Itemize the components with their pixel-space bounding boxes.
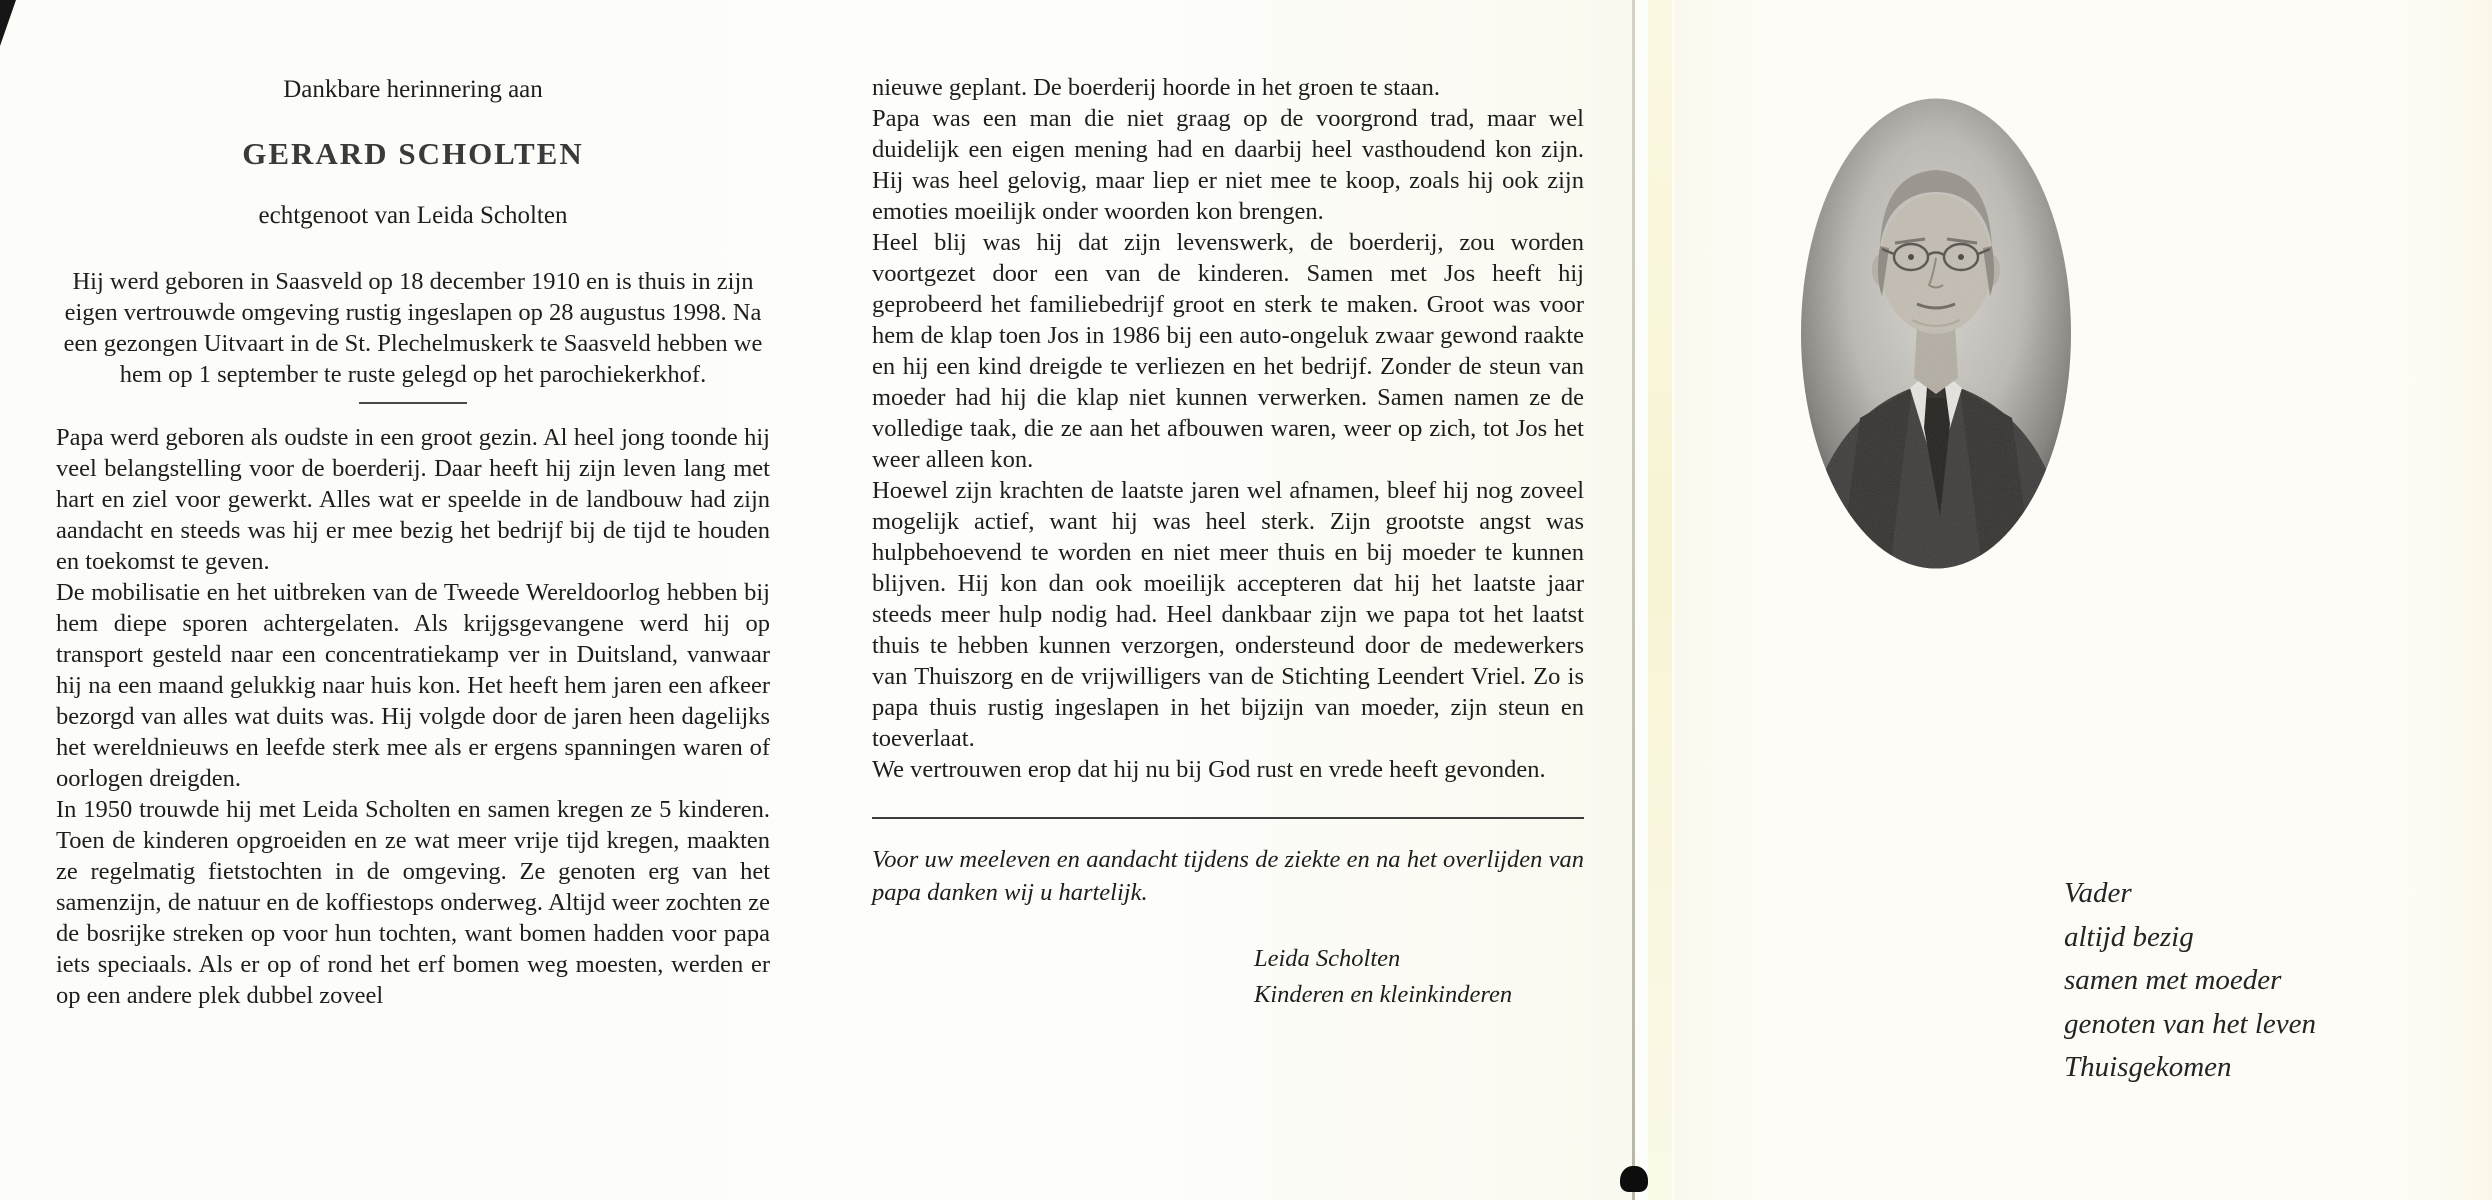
biography-paragraph: Heel blij was hij dat zijn levenswerk, de boerderij, zou worden voortgezet door een van de kinderen. Samen met Jos heeft hij geprobeerd het familiebedrijf groot en sterk te maken. Groot was voor hem de klap toen Jos in 1986 bij een auto-ongeluk zwaar gewond raakte en hij een kind dreigde te verliezen en het bedrijf. Zonder de steun van moeder had hij die klap niet kunnen verwerken. Samen namen ze de volledige taak, die ze aan het afbouwen waren, weer op zich, tot Jos het weer alleen kon. (872, 229, 1584, 473)
relation-line: echtgenoot van Leida Scholten (258, 202, 568, 229)
scan-fold-artifact (1620, 1166, 1648, 1192)
photo-page (1674, 0, 2492, 1200)
dedication-line: Dankbare herinnering aan (283, 76, 543, 103)
verse-line: Thuisgekomen (2064, 1051, 2232, 1083)
verse-line: genoten van het leven (2064, 1007, 2317, 1040)
page-fold-line (1632, 0, 1635, 1200)
biography-paragraph: Hoewel zijn krachten de laatste jaren wel afnamen, bleef hij nog zoveel mogelijk actief, want hij was heel sterk. Zijn grootste angst was hulpbehoevend te worden en niet meer thuis en bij moeder te kunnen blijven. Hij kon dan ook moeilijk accepteren dat hij het laatste jaar steeds meer hulp nodig had. Heel dankbaar zijn we papa tot het laatst thuis te hebben kunnen verzorgen, ondersteund door de medewerkers van Thuiszorg en de vrijwilligers van de Stichting Leendert Vriel. Zo is papa thuis rustig ingeslapen in het bijzijn van moeder, zijn steun en toeverlaat. (872, 477, 1584, 752)
birth-death-paragraph: Hij werd geboren in Saasveld op 18 december 1910 en is thuis in zijn eigen vertrouwde omgeving rustig ingeslapen op 28 augustus 1998. Na een gezongen Uitvaart in de St. Plechelmuskerk te Saasveld hebben we hem op 1 september te ruste gelegd op het parochiekerkhof. (63, 268, 763, 388)
small-divider (359, 402, 467, 404)
portrait-photo-illustration (1800, 98, 2072, 569)
biography-paragraph: Papa was een man die niet graag op de voorgrond trad, maar wel duidelijk een eigen mening had en daarbij heel vasthoudend kon zijn. Hij was heel gelovig, maar liep er niet mee te koop, zoals hij ook zijn emoties moeilijk onder woorden kon brengen. (872, 105, 1584, 225)
verse-line: samen met moeder (2064, 964, 2282, 996)
biography-paragraph: nieuwe geplant. De boerderij hoorde in het groen te staan. (872, 74, 1441, 101)
biography-paragraph: Papa werd geboren als oudste in een groot gezin. Al heel jong toonde hij veel belangstelling voor de boerderij. Daar heeft hij zijn leven lang met hart en ziel voor gewerkt. Alles wat er speelde in de landbouw had zijn aandacht en steeds was hij er mee bezig het bedrijf bij de tijd te houden en toekomst te geven. (56, 424, 770, 575)
left-column (56, 76, 770, 1011)
verse-line: altijd bezig (2064, 920, 2194, 953)
signature-line: Kinderen en kleinkinderen (1254, 981, 1513, 1008)
acknowledgement-paragraph: Voor uw meeleven en aandacht tijdens de ziekte en na het overlijden van papa danken wij u hartelijk. (872, 846, 1584, 906)
biography-paragraph: We vertrouwen erop dat hij nu bij God rust en vrede heeft gevonden. (872, 756, 1546, 783)
signature-block (1254, 941, 1584, 1013)
deceased-name: GERARD SCHOLTEN (242, 136, 584, 171)
biography-paragraph: De mobilisatie en het uitbreken van de Tweede Wereldoorlog hebben bij hem diepe sporen achtergelaten. Als krijgsgevangene werd hij op transport gesteld naar een concentratiekamp ver in Duitsland, vanwaar hij na een maand gelukkig naar huis kon. Het heeft hem jaren een afkeer bezorgd van alles wat duits was. Hij volgde door de jaren heen dagelijks het wereldnieuws en leefde sterk mee als er ergens spanningen waren of oorlogen dreigden. (56, 579, 770, 792)
portrait-photo (1800, 98, 2072, 569)
memorial-verse (2064, 872, 2316, 1090)
biography-paragraph: In 1950 trouwde hij met Leida Scholten en samen kregen ze 5 kinderen. Toen de kinderen opgroeiden en ze wat meer vrije tijd kregen, maakten ze regelmatig fietstochten in de omgeving. Ze genoten erg van het samenzijn, de natuur en de koffiestops onderweg. Altijd weer zochten ze de bosrijke streken op voor hun tochten, want bomen hadden voor papa iets speciaals. Als er op of rond het erf bomen weg moesten, werden er op een andere plek dubbel zoveel (56, 796, 770, 1009)
verse-line: Vader (2064, 877, 2132, 909)
signature-line: Leida Scholten (1254, 945, 1401, 972)
middle-column (872, 72, 1584, 1013)
column-divider (872, 817, 1584, 819)
fold-yellow-streak (1648, 0, 1672, 1200)
